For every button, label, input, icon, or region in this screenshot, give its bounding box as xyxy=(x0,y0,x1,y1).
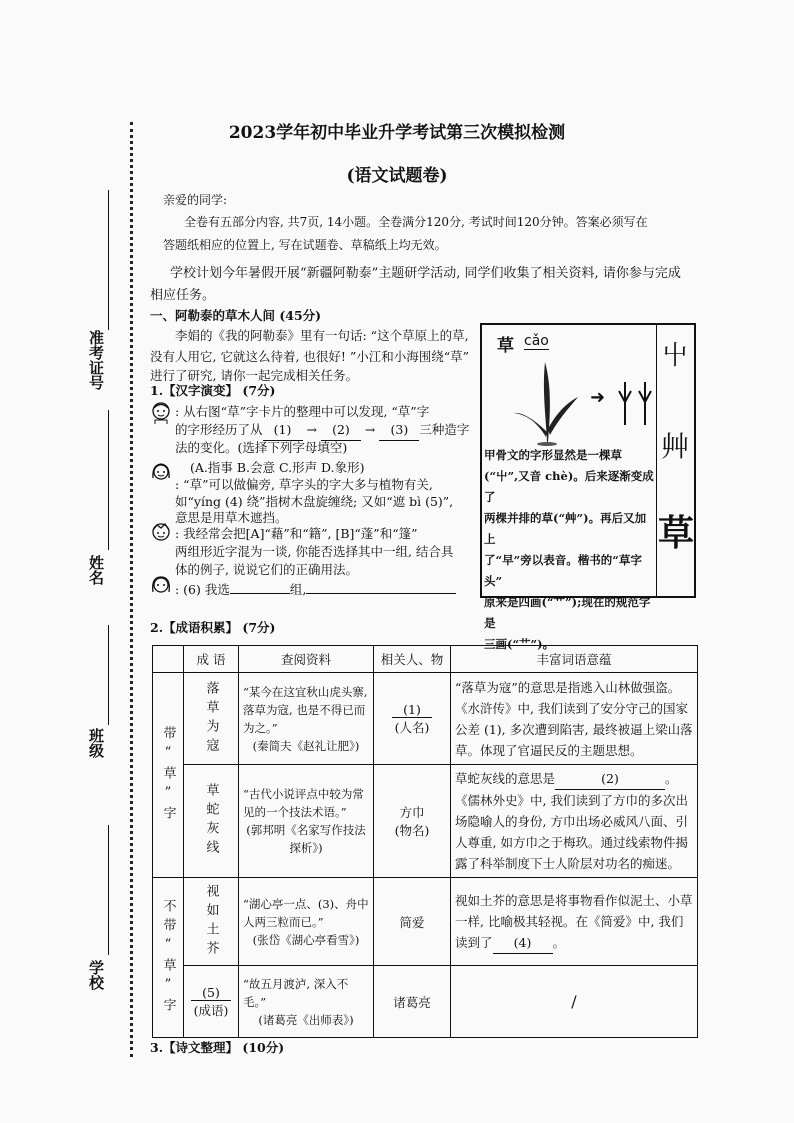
intro-line-2: 答题纸相应的位置上, 写在试题卷、草稿纸上均无效。 xyxy=(163,238,447,252)
table-row xyxy=(153,878,698,966)
q1-line-2: 的字形经历了从 (1) → (2) → (3) 三种造字 xyxy=(175,420,469,441)
meaning-cell: / xyxy=(451,966,698,1038)
table-header-row xyxy=(153,646,698,673)
meaning-cell: 视如土芥的意思是将事物看作似泥土、小草一样, 比喻极其轻视。在《简爱》中, 我们读到了 (4) 。 xyxy=(451,878,698,966)
header-idiom: 成 语 xyxy=(184,646,239,673)
table-row xyxy=(153,966,698,1038)
q1-options: (A.指事 B.会意 C.形声 D.象形) xyxy=(190,460,365,475)
q1-line-9: 体的例子, 说说它们的正确用法。 xyxy=(175,562,358,577)
meaning-blank-2[interactable]: (2) xyxy=(555,768,665,790)
person-blank-1[interactable]: (1) xyxy=(392,702,432,718)
meaning-cell: “落草为寇”的意思是指逃入山林做强盗。《水浒传》中, 我们读到了安分守己的国家公差 (1), 多次遭到陷害, 最终被逼上梁山落草。体现了官逼民反的主题思想。 xyxy=(451,673,698,765)
q1-blank-3[interactable]: (3) xyxy=(379,420,419,441)
person-name: 方巾 xyxy=(399,805,425,820)
source-cite: (诸葛亮《出师表》) xyxy=(258,1012,354,1027)
character-card xyxy=(480,323,696,651)
school-label: 学校 xyxy=(87,960,105,990)
boy-avatar-icon xyxy=(150,401,172,425)
name-line xyxy=(108,410,109,550)
grass-drawing-icon xyxy=(512,357,582,447)
class-line xyxy=(108,625,109,725)
boy2-avatar-icon xyxy=(150,522,172,546)
person-name: 诸葛亮 xyxy=(374,966,451,1038)
source-text: “故五月渡泸, 深入不毛。” xyxy=(243,976,349,1009)
source-text: “古代小说评点中较为常见的一个技法术语。” xyxy=(243,787,364,819)
greeting: 亲爱的同学: xyxy=(163,193,228,207)
q1-line-10: : (6) 我选 组, xyxy=(175,580,456,600)
person-type: (物名) xyxy=(394,823,430,838)
idiom-type: (成语) xyxy=(193,1002,229,1018)
section-1-text-2: 没有人用它, 它就这么待着, 也很好! ”小江和小海围绕“草” xyxy=(150,349,470,364)
card-char: 草 xyxy=(497,336,514,356)
section-1-text-1: 李娟的《我的阿勒泰》里有一句话: “这个草原上的草, xyxy=(175,328,469,343)
q1-blank-2[interactable]: (2) xyxy=(321,420,361,441)
q1-line-4: : “草”可以做偏旁, 草字头的字大多与植物有关, xyxy=(175,477,433,492)
idiom-cell: 视如土芥 xyxy=(203,883,219,960)
card-description: 甲骨文的字形显然是一棵草 (“屮”,又音 chè)。后来逐渐变成了 两棵并排的草(“艸”)。再后又加上 了“早”旁以表音。楷书的“草字头” 原来是四画(“艹”);现在的规范字是 三画(“艹”)。 xyxy=(484,448,654,651)
table-row xyxy=(153,765,698,878)
section-1-text-3: 进行了研究, 请你一起完成相关任务。 xyxy=(150,368,358,383)
q3-title: 3.【诗文整理】 (10分) xyxy=(150,1040,285,1055)
glyph-regular: 草 xyxy=(658,512,695,554)
q1-line-6: 意思是用草木遮挡。 xyxy=(175,510,288,525)
glyph-seal: 艸 xyxy=(660,430,689,463)
intro-line-1: 全卷有五部分内容, 共7页, 14小题。全卷满分120分, 考试时间120分钟。答案必须写在 xyxy=(184,215,648,229)
card-pinyin: cǎo xyxy=(524,333,549,349)
idiom-table xyxy=(152,645,698,1038)
person-name: 简爱 xyxy=(374,878,451,966)
name-label: 姓名 xyxy=(87,555,105,585)
q1-line-7: : 我经常会把[A]“藉”和“籍”, [B]“蓬”和“篷” xyxy=(175,526,418,541)
header-person: 相关人、物 xyxy=(374,646,451,673)
oracle-grass-icon xyxy=(617,377,657,427)
header-source: 查阅资料 xyxy=(239,646,374,673)
q1-line-3: 法的变化。(选择下列字母填空) xyxy=(175,440,348,455)
source-cite: (秦简夫《赵礼让肥》) xyxy=(252,738,360,753)
exam-number-line xyxy=(108,190,109,330)
meaning-blank-4[interactable]: (4) xyxy=(493,932,553,954)
section-1-title: 一、阿勒泰的草木人间 (45分) xyxy=(150,308,322,323)
source-text: “某今在这宜秋山虎头寨, 落草为寇, 也是不得已而为之。” xyxy=(243,684,368,735)
exam-number-label: 准考证号 xyxy=(87,330,105,390)
page-title: 2023学年初中毕业升学考试第三次模拟检测 xyxy=(228,123,566,143)
source-text: “湖心亭一点、(3)、舟中人两三粒而已。” xyxy=(243,896,369,929)
table-row xyxy=(153,673,698,765)
school-line xyxy=(108,825,109,955)
q1-blank-6a[interactable] xyxy=(230,593,290,594)
arrow-icon: ➜ xyxy=(590,387,606,408)
idiom-blank-5[interactable]: (5) xyxy=(191,985,231,1001)
idiom-cell: 落草为寇 xyxy=(203,680,219,757)
page-subtitle: (语文试题卷) xyxy=(346,166,448,186)
q2-title: 2.【成语积累】 (7分) xyxy=(150,620,276,635)
q1-line-1: : 从右图“草”字卡片的整理中可以发现, “草”字 xyxy=(175,404,430,419)
glyph-oracle: 屮 xyxy=(661,341,688,371)
q1-line-8: 两组形近字混为一谈, 你能否选择其中一组, 结合具 xyxy=(175,544,454,559)
binding-dotted-line xyxy=(130,122,133,1057)
idiom-cell: 草蛇灰线 xyxy=(203,783,219,859)
source-cite: (郭邦明《名家写作技法探析》) xyxy=(246,823,366,855)
q1-blank-6b[interactable] xyxy=(306,593,456,594)
source-cite: (张岱《湖心亭看雪》) xyxy=(252,932,360,947)
group-without-cao: 不带“草”字 xyxy=(153,878,184,1038)
person-type: (人名) xyxy=(394,719,430,735)
q1-blank-1[interactable]: (1) xyxy=(263,420,303,441)
group-with-cao: 带“草”字 xyxy=(153,673,184,878)
class-label: 班级 xyxy=(87,728,105,758)
q1-title: 1.【汉字演变】 (7分) xyxy=(150,383,276,398)
header-meaning: 丰富词语意蕴 xyxy=(451,646,698,673)
q1-line-5: 如“yíng (4) 绕”指树木盘旋缠绕; 又如“遮 bì (5)”, xyxy=(175,494,454,509)
meaning-cell: 草蛇灰线的意思是 (2) 。《儒林外史》中, 我们读到了方巾的多次出场隐喻人的身份, 方巾出场必威风八面、引人尊重, 如方巾之于梅玖。通过线索物件揭露了科举制度下士人阶层对功名的痴迷。 xyxy=(451,765,698,878)
girl-avatar-icon xyxy=(150,462,172,486)
activity-line-2: 相应任务。 xyxy=(150,288,216,303)
girl2-avatar-icon xyxy=(150,575,172,599)
activity-line-1: 学校计划今年暑假开展“新疆阿勒泰”主题研学活动, 同学们收集了相关资料, 请你参与完成 xyxy=(170,266,681,281)
